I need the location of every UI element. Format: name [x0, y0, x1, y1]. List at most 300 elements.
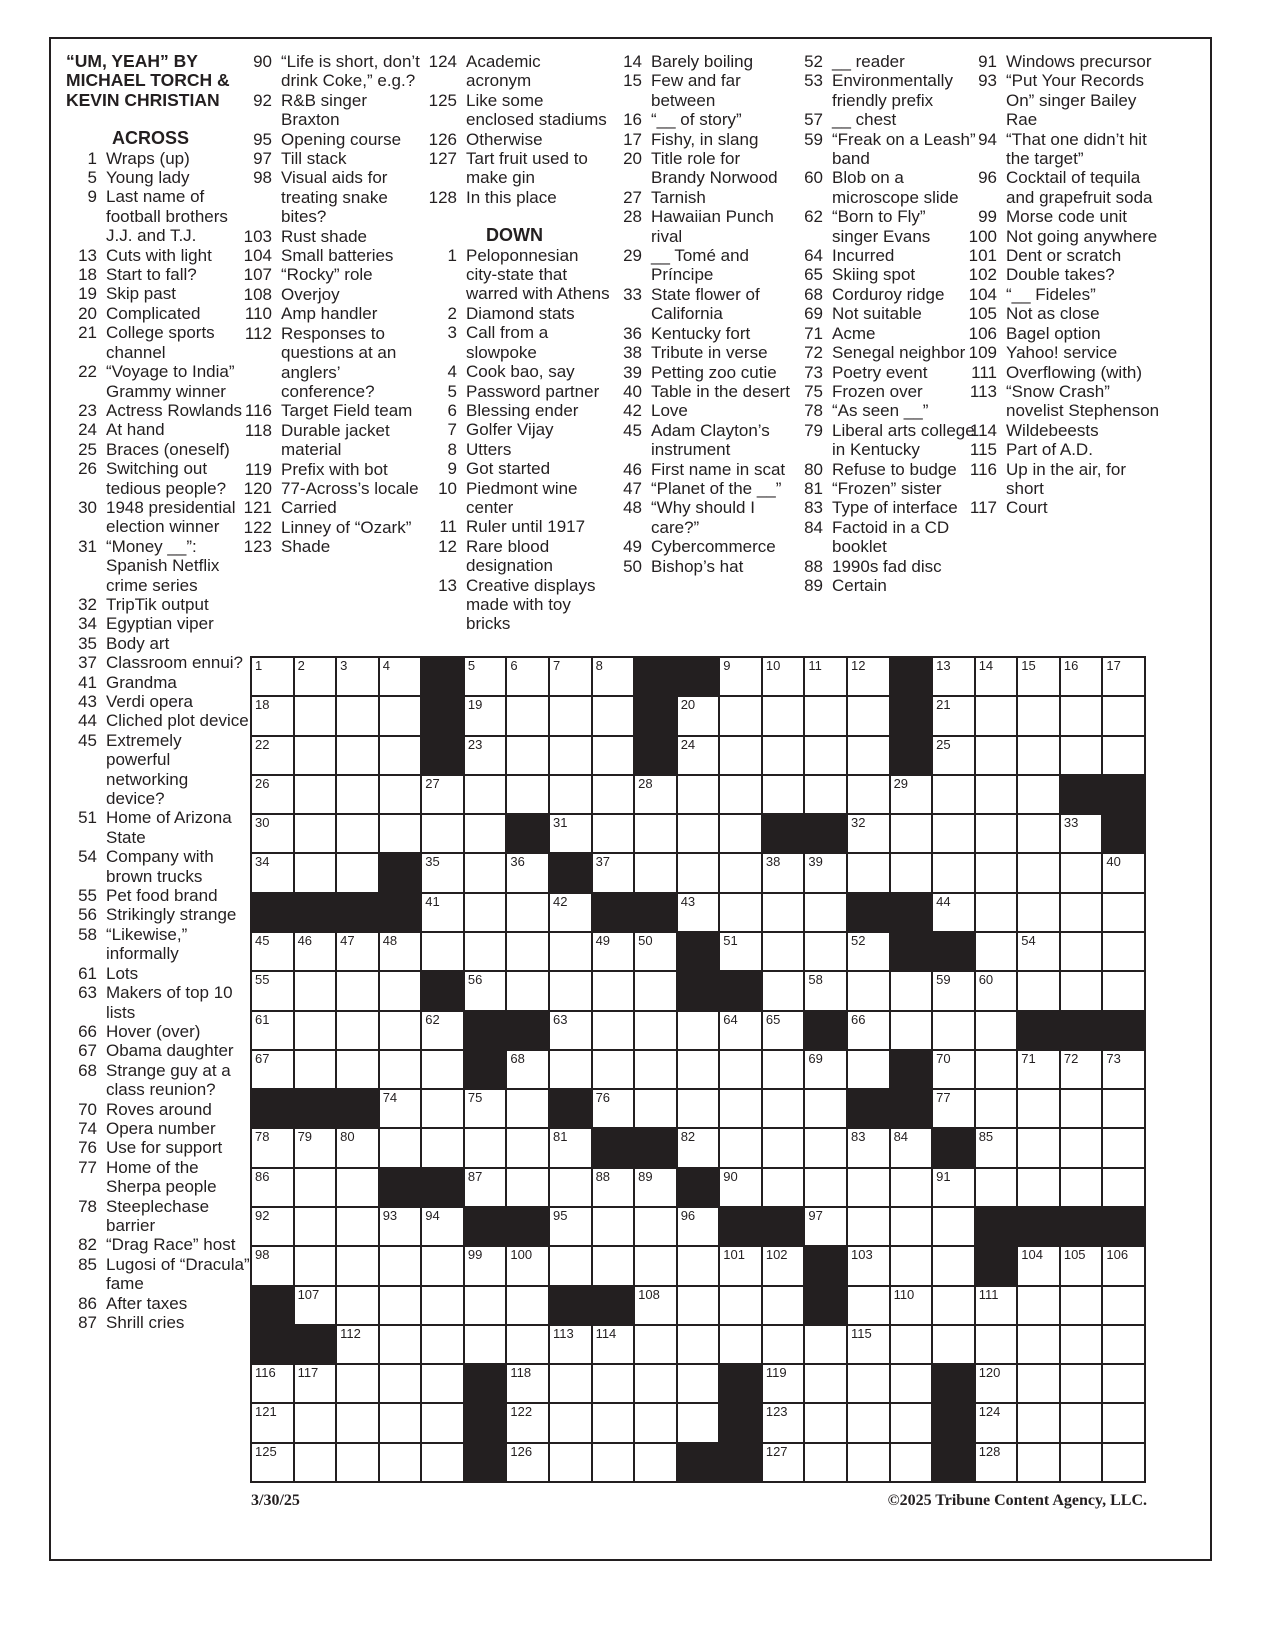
- grid-cell[interactable]: [891, 1208, 932, 1245]
- grid-cell[interactable]: [933, 1051, 974, 1088]
- across-clue[interactable]: [60, 983, 250, 1022]
- across-clue[interactable]: [60, 420, 250, 439]
- down-clue[interactable]: [786, 71, 976, 110]
- across-clue[interactable]: [60, 808, 250, 847]
- down-clue[interactable]: [786, 557, 976, 576]
- grid-cell[interactable]: [805, 776, 846, 813]
- grid-cell[interactable]: [1061, 1326, 1102, 1363]
- grid-cell[interactable]: [465, 815, 506, 852]
- grid-cell[interactable]: [465, 658, 506, 695]
- grid-cell[interactable]: [465, 972, 506, 1009]
- grid-cell[interactable]: [1018, 972, 1059, 1009]
- down-clue[interactable]: [420, 323, 610, 362]
- down-clue[interactable]: [420, 382, 610, 401]
- across-clue[interactable]: [60, 653, 250, 672]
- grid-cell[interactable]: [1061, 1247, 1102, 1284]
- down-clue[interactable]: [960, 130, 1160, 169]
- down-clue[interactable]: [605, 52, 795, 71]
- grid-cell[interactable]: [295, 737, 336, 774]
- grid-cell[interactable]: [337, 737, 378, 774]
- grid-cell[interactable]: [848, 933, 889, 970]
- grid-cell[interactable]: [593, 854, 634, 891]
- across-clue[interactable]: [420, 149, 610, 188]
- grid-cell[interactable]: [891, 1012, 932, 1049]
- grid-cell[interactable]: [933, 894, 974, 931]
- grid-cell[interactable]: [805, 737, 846, 774]
- grid-cell[interactable]: [337, 1051, 378, 1088]
- down-clue[interactable]: [420, 537, 610, 576]
- grid-cell[interactable]: [550, 1444, 591, 1481]
- grid-cell[interactable]: [507, 1247, 548, 1284]
- grid-cell[interactable]: [380, 1012, 421, 1049]
- down-clue[interactable]: [605, 71, 795, 110]
- across-clue[interactable]: [235, 304, 425, 323]
- grid-cell[interactable]: [1061, 1444, 1102, 1481]
- down-clue[interactable]: [605, 382, 795, 401]
- down-clue[interactable]: [605, 537, 795, 556]
- grid-cell[interactable]: [976, 815, 1017, 852]
- across-clue[interactable]: [60, 1313, 250, 1332]
- across-clue[interactable]: [420, 52, 610, 91]
- down-clue[interactable]: [605, 188, 795, 207]
- grid-cell[interactable]: [550, 972, 591, 1009]
- grid-cell[interactable]: [550, 1012, 591, 1049]
- down-clue[interactable]: [605, 149, 795, 188]
- grid-cell[interactable]: [933, 1247, 974, 1284]
- grid-cell[interactable]: [976, 1287, 1017, 1324]
- grid-cell[interactable]: [635, 776, 676, 813]
- grid-cell[interactable]: [805, 1129, 846, 1166]
- grid-cell[interactable]: [848, 1326, 889, 1363]
- grid-cell[interactable]: [380, 776, 421, 813]
- grid-cell[interactable]: [635, 1326, 676, 1363]
- grid-cell[interactable]: [763, 1404, 804, 1441]
- grid-cell[interactable]: [1061, 1287, 1102, 1324]
- across-clue[interactable]: [420, 91, 610, 130]
- grid-cell[interactable]: [976, 1365, 1017, 1402]
- grid-cell[interactable]: [252, 697, 293, 734]
- down-clue[interactable]: [605, 498, 795, 537]
- grid-cell[interactable]: [720, 1051, 761, 1088]
- across-clue[interactable]: [60, 1235, 250, 1254]
- grid-cell[interactable]: [252, 1012, 293, 1049]
- grid-cell[interactable]: [295, 815, 336, 852]
- grid-cell[interactable]: [976, 1404, 1017, 1441]
- down-clue[interactable]: [420, 304, 610, 323]
- grid-cell[interactable]: [933, 1012, 974, 1049]
- grid-cell[interactable]: [295, 854, 336, 891]
- grid-cell[interactable]: [422, 815, 463, 852]
- grid-cell[interactable]: [1018, 1444, 1059, 1481]
- grid-cell[interactable]: [507, 1169, 548, 1206]
- grid-cell[interactable]: [720, 854, 761, 891]
- down-clue[interactable]: [420, 440, 610, 459]
- down-clue[interactable]: [786, 401, 976, 420]
- grid-cell[interactable]: [763, 658, 804, 695]
- grid-cell[interactable]: [891, 1287, 932, 1324]
- grid-cell[interactable]: [380, 737, 421, 774]
- grid-cell[interactable]: [1061, 1090, 1102, 1127]
- down-clue[interactable]: [420, 517, 610, 536]
- grid-cell[interactable]: [295, 1169, 336, 1206]
- grid-cell[interactable]: [337, 1287, 378, 1324]
- grid-cell[interactable]: [252, 815, 293, 852]
- grid-cell[interactable]: [422, 1090, 463, 1127]
- grid-cell[interactable]: [933, 1326, 974, 1363]
- grid-cell[interactable]: [678, 1247, 719, 1284]
- grid-cell[interactable]: [1018, 1129, 1059, 1166]
- across-clue[interactable]: [60, 1294, 250, 1313]
- grid-cell[interactable]: [678, 776, 719, 813]
- across-clue[interactable]: [60, 964, 250, 983]
- grid-cell[interactable]: [933, 854, 974, 891]
- grid-cell[interactable]: [1103, 1365, 1144, 1402]
- grid-cell[interactable]: [763, 1051, 804, 1088]
- grid-cell[interactable]: [337, 1012, 378, 1049]
- grid-cell[interactable]: [550, 697, 591, 734]
- grid-cell[interactable]: [976, 854, 1017, 891]
- grid-cell[interactable]: [295, 972, 336, 1009]
- grid-cell[interactable]: [635, 1365, 676, 1402]
- grid-cell[interactable]: [465, 1090, 506, 1127]
- grid-cell[interactable]: [550, 658, 591, 695]
- grid-cell[interactable]: [976, 1444, 1017, 1481]
- grid-cell[interactable]: [1103, 1326, 1144, 1363]
- grid-cell[interactable]: [763, 1169, 804, 1206]
- grid-cell[interactable]: [465, 854, 506, 891]
- down-clue[interactable]: [786, 265, 976, 284]
- grid-cell[interactable]: [422, 1051, 463, 1088]
- grid-cell[interactable]: [337, 854, 378, 891]
- grid-cell[interactable]: [507, 972, 548, 1009]
- grid-cell[interactable]: [422, 1129, 463, 1166]
- grid-cell[interactable]: [1103, 1404, 1144, 1441]
- across-clue[interactable]: [60, 401, 250, 420]
- grid-cell[interactable]: [380, 1129, 421, 1166]
- grid-cell[interactable]: [295, 1404, 336, 1441]
- grid-cell[interactable]: [380, 1247, 421, 1284]
- grid-cell[interactable]: [593, 972, 634, 1009]
- grid-cell[interactable]: [380, 1287, 421, 1324]
- grid-cell[interactable]: [848, 1208, 889, 1245]
- across-clue[interactable]: [60, 692, 250, 711]
- grid-cell[interactable]: [933, 1090, 974, 1127]
- grid-cell[interactable]: [678, 1365, 719, 1402]
- grid-cell[interactable]: [976, 1012, 1017, 1049]
- grid-cell[interactable]: [1061, 815, 1102, 852]
- crossword-grid[interactable]: [250, 656, 1146, 1483]
- grid-cell[interactable]: [635, 1444, 676, 1481]
- grid-cell[interactable]: [252, 1051, 293, 1088]
- down-clue[interactable]: [786, 168, 976, 207]
- grid-cell[interactable]: [295, 1365, 336, 1402]
- grid-cell[interactable]: [507, 854, 548, 891]
- grid-cell[interactable]: [465, 894, 506, 931]
- grid-cell[interactable]: [933, 972, 974, 1009]
- grid-cell[interactable]: [507, 1444, 548, 1481]
- grid-cell[interactable]: [252, 854, 293, 891]
- grid-cell[interactable]: [422, 1365, 463, 1402]
- grid-cell[interactable]: [295, 1444, 336, 1481]
- grid-cell[interactable]: [465, 776, 506, 813]
- grid-cell[interactable]: [763, 933, 804, 970]
- across-clue[interactable]: [60, 905, 250, 924]
- across-clue[interactable]: [235, 498, 425, 517]
- grid-cell[interactable]: [422, 933, 463, 970]
- down-clue[interactable]: [420, 401, 610, 420]
- across-clue[interactable]: [60, 595, 250, 614]
- grid-cell[interactable]: [848, 1444, 889, 1481]
- down-clue[interactable]: [605, 130, 795, 149]
- across-clue[interactable]: [235, 324, 425, 402]
- across-clue[interactable]: [60, 284, 250, 303]
- grid-cell[interactable]: [720, 1169, 761, 1206]
- across-clue[interactable]: [235, 401, 425, 420]
- grid-cell[interactable]: [763, 1326, 804, 1363]
- across-clue[interactable]: [60, 1041, 250, 1060]
- down-clue[interactable]: [786, 130, 976, 169]
- grid-cell[interactable]: [848, 737, 889, 774]
- grid-cell[interactable]: [422, 1326, 463, 1363]
- grid-cell[interactable]: [1103, 854, 1144, 891]
- grid-cell[interactable]: [1103, 697, 1144, 734]
- grid-cell[interactable]: [295, 1051, 336, 1088]
- down-clue[interactable]: [960, 71, 1160, 129]
- grid-cell[interactable]: [1103, 1129, 1144, 1166]
- grid-cell[interactable]: [763, 776, 804, 813]
- grid-cell[interactable]: [848, 1365, 889, 1402]
- grid-cell[interactable]: [933, 1287, 974, 1324]
- across-clue[interactable]: [60, 1158, 250, 1197]
- grid-cell[interactable]: [252, 1208, 293, 1245]
- grid-cell[interactable]: [1103, 1090, 1144, 1127]
- grid-cell[interactable]: [720, 933, 761, 970]
- grid-cell[interactable]: [805, 1051, 846, 1088]
- grid-cell[interactable]: [380, 1208, 421, 1245]
- grid-cell[interactable]: [252, 776, 293, 813]
- down-clue[interactable]: [786, 576, 976, 595]
- grid-cell[interactable]: [635, 854, 676, 891]
- grid-cell[interactable]: [507, 1051, 548, 1088]
- grid-cell[interactable]: [720, 1129, 761, 1166]
- grid-cell[interactable]: [976, 1169, 1017, 1206]
- across-clue[interactable]: [60, 925, 250, 964]
- down-clue[interactable]: [420, 420, 610, 439]
- down-clue[interactable]: [960, 498, 1160, 517]
- across-clue[interactable]: [60, 149, 250, 168]
- down-clue[interactable]: [786, 285, 976, 304]
- down-clue[interactable]: [960, 207, 1160, 226]
- across-clue[interactable]: [60, 711, 250, 730]
- grid-cell[interactable]: [891, 1404, 932, 1441]
- grid-cell[interactable]: [805, 1404, 846, 1441]
- grid-cell[interactable]: [337, 1247, 378, 1284]
- grid-cell[interactable]: [1061, 972, 1102, 1009]
- down-clue[interactable]: [960, 168, 1160, 207]
- grid-cell[interactable]: [295, 1012, 336, 1049]
- grid-cell[interactable]: [337, 776, 378, 813]
- grid-cell[interactable]: [678, 697, 719, 734]
- grid-cell[interactable]: [1018, 1287, 1059, 1324]
- down-clue[interactable]: [786, 479, 976, 498]
- down-clue[interactable]: [960, 363, 1160, 382]
- grid-cell[interactable]: [1018, 854, 1059, 891]
- across-clue[interactable]: [235, 479, 425, 498]
- grid-cell[interactable]: [976, 658, 1017, 695]
- across-clue[interactable]: [235, 518, 425, 537]
- grid-cell[interactable]: [976, 933, 1017, 970]
- grid-cell[interactable]: [763, 1365, 804, 1402]
- across-clue[interactable]: [60, 246, 250, 265]
- across-clue[interactable]: [60, 614, 250, 633]
- down-clue[interactable]: [960, 382, 1160, 421]
- down-clue[interactable]: [420, 479, 610, 518]
- across-clue[interactable]: [60, 886, 250, 905]
- grid-cell[interactable]: [550, 1365, 591, 1402]
- grid-cell[interactable]: [295, 933, 336, 970]
- grid-cell[interactable]: [805, 1169, 846, 1206]
- grid-cell[interactable]: [1018, 1404, 1059, 1441]
- grid-cell[interactable]: [465, 933, 506, 970]
- grid-cell[interactable]: [422, 1012, 463, 1049]
- grid-cell[interactable]: [720, 697, 761, 734]
- grid-cell[interactable]: [891, 1365, 932, 1402]
- grid-cell[interactable]: [678, 1051, 719, 1088]
- grid-cell[interactable]: [848, 972, 889, 1009]
- down-clue[interactable]: [960, 246, 1160, 265]
- down-clue[interactable]: [960, 343, 1160, 362]
- down-clue[interactable]: [960, 227, 1160, 246]
- grid-cell[interactable]: [805, 697, 846, 734]
- grid-cell[interactable]: [550, 776, 591, 813]
- grid-cell[interactable]: [933, 776, 974, 813]
- grid-cell[interactable]: [1018, 894, 1059, 931]
- grid-cell[interactable]: [252, 1365, 293, 1402]
- down-clue[interactable]: [605, 421, 795, 460]
- grid-cell[interactable]: [252, 1404, 293, 1441]
- grid-cell[interactable]: [252, 1247, 293, 1284]
- grid-cell[interactable]: [550, 737, 591, 774]
- down-clue[interactable]: [420, 576, 610, 634]
- down-clue[interactable]: [960, 52, 1160, 71]
- grid-cell[interactable]: [678, 854, 719, 891]
- grid-cell[interactable]: [252, 737, 293, 774]
- grid-cell[interactable]: [635, 972, 676, 1009]
- across-clue[interactable]: [235, 227, 425, 246]
- grid-cell[interactable]: [550, 815, 591, 852]
- grid-cell[interactable]: [1103, 1051, 1144, 1088]
- grid-cell[interactable]: [805, 854, 846, 891]
- grid-cell[interactable]: [295, 1287, 336, 1324]
- across-clue[interactable]: [420, 130, 610, 149]
- grid-cell[interactable]: [763, 854, 804, 891]
- grid-cell[interactable]: [763, 697, 804, 734]
- across-clue[interactable]: [60, 440, 250, 459]
- grid-cell[interactable]: [593, 1404, 634, 1441]
- grid-cell[interactable]: [1103, 972, 1144, 1009]
- across-clue[interactable]: [420, 188, 610, 207]
- grid-cell[interactable]: [976, 1090, 1017, 1127]
- grid-cell[interactable]: [380, 1365, 421, 1402]
- grid-cell[interactable]: [678, 1129, 719, 1166]
- grid-cell[interactable]: [891, 1247, 932, 1284]
- across-clue[interactable]: [60, 498, 250, 537]
- across-clue[interactable]: [60, 1197, 250, 1236]
- down-clue[interactable]: [786, 460, 976, 479]
- grid-cell[interactable]: [507, 737, 548, 774]
- down-clue[interactable]: [960, 440, 1160, 459]
- grid-cell[interactable]: [678, 1404, 719, 1441]
- grid-cell[interactable]: [337, 1444, 378, 1481]
- grid-cell[interactable]: [295, 1208, 336, 1245]
- across-clue[interactable]: [60, 187, 250, 245]
- grid-cell[interactable]: [848, 1404, 889, 1441]
- grid-cell[interactable]: [295, 1129, 336, 1166]
- grid-cell[interactable]: [976, 894, 1017, 931]
- grid-cell[interactable]: [848, 776, 889, 813]
- grid-cell[interactable]: [635, 1090, 676, 1127]
- grid-cell[interactable]: [805, 1326, 846, 1363]
- grid-cell[interactable]: [976, 776, 1017, 813]
- grid-cell[interactable]: [550, 1247, 591, 1284]
- grid-cell[interactable]: [252, 1444, 293, 1481]
- down-clue[interactable]: [960, 285, 1160, 304]
- grid-cell[interactable]: [337, 1169, 378, 1206]
- grid-cell[interactable]: [976, 737, 1017, 774]
- grid-cell[interactable]: [337, 1129, 378, 1166]
- down-clue[interactable]: [605, 363, 795, 382]
- across-clue[interactable]: [60, 673, 250, 692]
- grid-cell[interactable]: [891, 1444, 932, 1481]
- grid-cell[interactable]: [891, 972, 932, 1009]
- grid-cell[interactable]: [1103, 1169, 1144, 1206]
- grid-cell[interactable]: [635, 933, 676, 970]
- grid-cell[interactable]: [1018, 697, 1059, 734]
- grid-cell[interactable]: [550, 1169, 591, 1206]
- down-clue[interactable]: [960, 460, 1160, 499]
- grid-cell[interactable]: [678, 737, 719, 774]
- grid-cell[interactable]: [1061, 1051, 1102, 1088]
- across-clue[interactable]: [60, 1138, 250, 1157]
- grid-cell[interactable]: [763, 737, 804, 774]
- grid-cell[interactable]: [593, 737, 634, 774]
- grid-cell[interactable]: [1061, 854, 1102, 891]
- grid-cell[interactable]: [1061, 658, 1102, 695]
- down-clue[interactable]: [786, 324, 976, 343]
- grid-cell[interactable]: [1018, 933, 1059, 970]
- grid-cell[interactable]: [720, 737, 761, 774]
- grid-cell[interactable]: [1061, 894, 1102, 931]
- grid-cell[interactable]: [720, 776, 761, 813]
- grid-cell[interactable]: [337, 933, 378, 970]
- grid-cell[interactable]: [933, 1169, 974, 1206]
- across-clue[interactable]: [60, 634, 250, 653]
- grid-cell[interactable]: [848, 1129, 889, 1166]
- grid-cell[interactable]: [848, 1012, 889, 1049]
- across-clue[interactable]: [235, 246, 425, 265]
- grid-cell[interactable]: [976, 1326, 1017, 1363]
- grid-cell[interactable]: [805, 972, 846, 1009]
- grid-cell[interactable]: [678, 894, 719, 931]
- grid-cell[interactable]: [763, 1129, 804, 1166]
- grid-cell[interactable]: [422, 854, 463, 891]
- grid-cell[interactable]: [763, 1247, 804, 1284]
- grid-cell[interactable]: [891, 1326, 932, 1363]
- grid-cell[interactable]: [422, 1444, 463, 1481]
- grid-cell[interactable]: [337, 1404, 378, 1441]
- grid-cell[interactable]: [805, 1365, 846, 1402]
- grid-cell[interactable]: [1018, 1326, 1059, 1363]
